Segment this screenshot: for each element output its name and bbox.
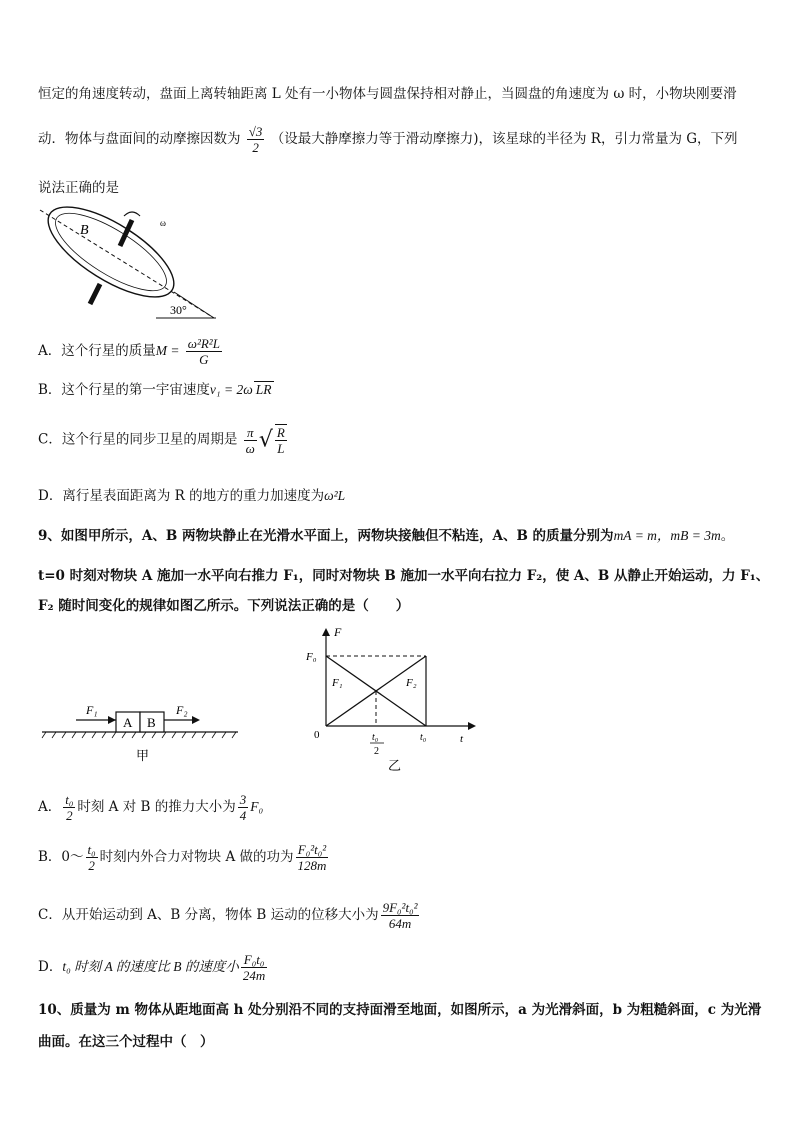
f0-label: F₀ <box>306 651 317 663</box>
q9-line1: 9、如图甲所示，A、B 两物块静止在光滑水平面上，两物块接触但不粘连，A、B 的质量分别为mA = m，mB = 3m。 <box>38 528 735 544</box>
graph-f1-label: F₁ <box>332 677 343 689</box>
t0-label: t₀ <box>420 732 427 743</box>
f2-label: F₂ <box>176 703 188 717</box>
q9-option-b: B．0～ $\frac{\text{t₀}}{2}$ 时刻内外合力对物块 A 做的功为 $\frac{\text{F₀²t₀²}}{128m}$ <box>38 842 327 873</box>
block-b-label: B <box>147 715 156 730</box>
f1-label: F₁ <box>86 703 98 717</box>
q8-line2a: 动．物体与盘面间的动摩擦因数为 <box>38 131 241 147</box>
axle-bottom <box>90 284 100 304</box>
figure-yi-graph <box>300 624 480 776</box>
q8-line1: 恒定的角速度转动，盘面上离转轴距离 L 处有一小物体与圆盘保持相对静止，当圆盘的角速度为 ω 时，小物块刚要滑 <box>38 86 737 102</box>
q8-option-d: D．离行星表面距离为 R 的地方的重力加速度为ω²L <box>38 488 346 504</box>
axis-f-label: F <box>334 625 342 639</box>
graph-f2-label: F₂ <box>406 677 417 689</box>
q9-option-a: A． $\frac{\text{t₀}}{2}$ 时刻 A 对 B 的推力大小为 $\frac{3}{4}$ F₀ <box>38 792 264 823</box>
f2-arrow-icon <box>192 716 200 724</box>
q9-line2: t=0 时刻对物块 A 施加一水平向右推力 F₁，同时对物块 B 施加一水平向右拉力 F₂，使 A、B 从静止开始运动，力 F₁、 <box>38 568 770 584</box>
figure-jia <box>38 692 243 772</box>
q9-option-d: D．t₀ 时刻 A 的速度比 B 的速度小 $\frac{\text{F₀t₀}}{24m}$ <box>38 952 266 983</box>
q8-line2b: （设最大静摩擦力等于滑动摩擦力)，该星球的半径为 R，引力常量为 G，下列 <box>270 131 738 147</box>
fig-angle-label: 30° <box>170 303 187 317</box>
t0-half-den: 2 <box>374 746 379 757</box>
f1-arrow-icon <box>108 716 116 724</box>
origin-label: 0 <box>314 729 320 741</box>
q8-line2 <box>38 124 738 155</box>
fig-label-B: B <box>80 223 89 238</box>
q9-option-c: C．从开始运动到 A、B 分离，物体 B 运动的位移大小为 $\frac{\text{9F₀²t₀²}}{64m}$ <box>38 900 418 931</box>
q8-line3: 说法正确的是 <box>38 180 119 196</box>
q8-option-a: A．这个行星的质量M = $\frac{\text{ω²R²L}}{G}$ <box>38 336 220 367</box>
q8-option-b: B．这个行星的第一宇宙速度v₁ = 2ω LR <box>38 382 272 398</box>
tilted-disk-figure <box>36 200 236 325</box>
q10-line2: 曲面。在这三个过程中（ ） <box>38 1034 214 1050</box>
figure-yi-caption: 乙 <box>388 758 402 773</box>
axis-t-label: t <box>460 733 464 745</box>
q8-option-c: C．这个行星的同步卫星的周期是 $\frac{\pi}{\omega}$ √ $\frac{R}{L}$ <box>38 424 285 456</box>
fig-label-omega: ω <box>160 218 166 228</box>
q9-line3: F₂ 随时间变化的规律如图乙所示。下列说法正确的是（ ） <box>38 598 410 614</box>
q10-line1: 10、质量为 m 物体从距地面高 h 处分别沿不同的支持面滑至地面，如图所示，a 为光滑斜面，b 为粗糙斜面，c 为光滑 <box>38 1002 762 1018</box>
rotation-arrow-icon <box>124 212 140 216</box>
q8-mu-fraction: $\frac{√3}{2}$ <box>248 124 263 155</box>
block-a-label: A <box>123 715 133 730</box>
figure-jia-caption: 甲 <box>136 748 150 763</box>
t0-half-num: t₀ <box>372 732 379 743</box>
